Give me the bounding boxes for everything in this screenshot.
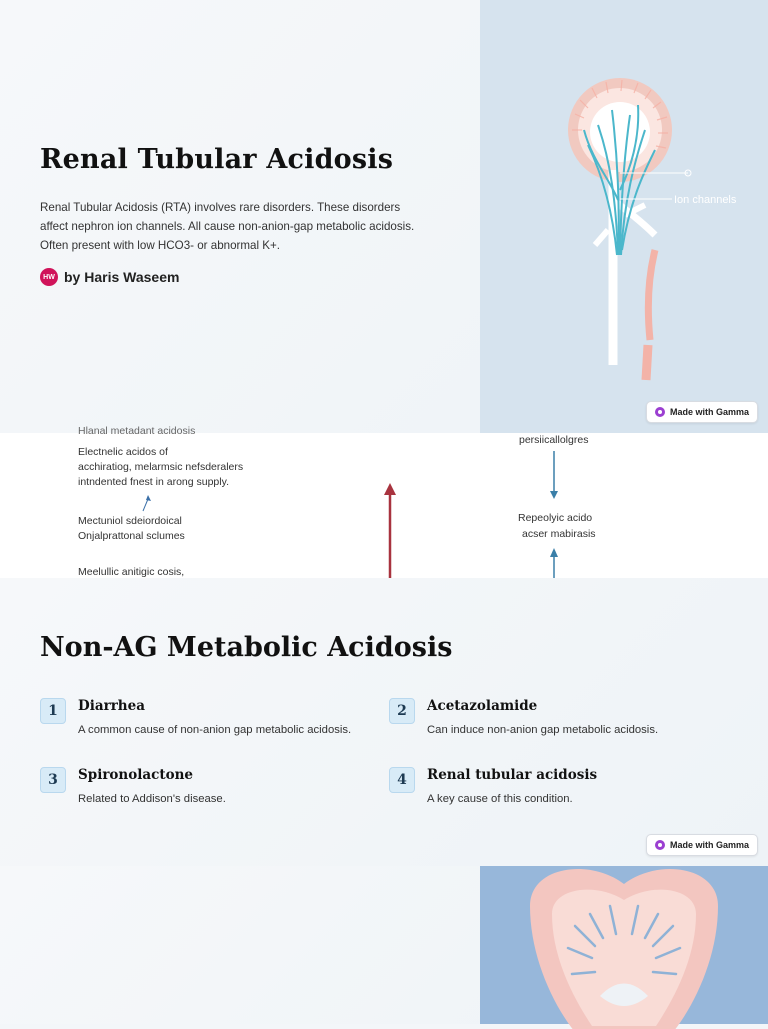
diagram-text: intndented fnest in arong supply. (78, 476, 229, 488)
nephron-illustration (480, 0, 768, 433)
gamma-logo-icon (655, 840, 665, 850)
diagram-text: Meelullic anitigic cosis, (78, 566, 185, 578)
author-name: by Haris Waseem (64, 269, 180, 285)
kidney-cross-section-image (480, 866, 768, 1024)
slide-non-ag-metabolic-acidosis (0, 578, 768, 866)
kidney-illustration (480, 866, 768, 1024)
list-item-heading: Renal tubular acidosis (427, 767, 598, 783)
arrow-down-icon (550, 451, 558, 499)
list-item-heading: Diarrhea (78, 698, 145, 714)
made-with-gamma-button[interactable] (646, 834, 758, 856)
diagram-text: acchiratiog, melarmsic nefsderalers (78, 461, 244, 473)
slide-renal-tubular-acidosis (0, 0, 768, 433)
slide-kidney-image (0, 866, 768, 1024)
list-item-description: Can induce non-anion gap metabolic acidosis. (427, 724, 659, 736)
ion-channels-label: Ion channels (674, 194, 737, 206)
arrow-icon (143, 495, 151, 511)
nephron-diagram-image (480, 0, 768, 433)
gamma-logo-icon (655, 407, 665, 417)
made-with-gamma-button[interactable] (646, 401, 758, 423)
step-number: 2 (389, 698, 415, 724)
diagram-arrows (0, 433, 768, 578)
list-item-description: A key cause of this condition. (427, 793, 573, 805)
list-item-description: A common cause of non-anion gap metabolic acidosis. (78, 724, 352, 736)
slide-title: Non-AG Metabolic Acidosis (40, 632, 453, 663)
slide-body-text: Renal Tubular Acidosis (RTA) involves rare disorders. These disorders affect nephron ion channels. All cause non-anion-gap metabolic acidosis. Often present with low HCO3- or abnormal K+. (40, 201, 415, 252)
step-number: 3 (40, 767, 66, 793)
made-with-gamma-label: Made with Gamma (670, 407, 750, 417)
author-avatar: HW (40, 268, 58, 286)
diagram-text: Electnelic acidos of (78, 446, 168, 458)
diagram-text: Repeolyic acido (518, 512, 593, 524)
diagram-text: persiicallolgres (519, 434, 589, 446)
made-with-gamma-label: Made with Gamma (670, 840, 750, 850)
slide-title: Renal Tubular Acidosis (40, 144, 394, 175)
diagram-text: Hlanal metadant acidosis (78, 425, 196, 437)
list-item-heading: Acetazolamide (427, 698, 538, 714)
diagram-text: acser mabirasis (522, 528, 596, 540)
list-item-heading: Spironolactone (78, 767, 193, 783)
arrow-up-icon (550, 548, 558, 578)
slide-acidosis-diagram (0, 425, 768, 578)
diagram-text: Mectuniol sdeiordoical (78, 515, 182, 527)
list-item-description: Related to Addison's disease. (78, 793, 226, 805)
arrow-up-icon (384, 483, 396, 578)
step-number: 1 (40, 698, 66, 724)
diagram-text: Onjalprattonal sclumes (78, 530, 185, 542)
step-number: 4 (389, 767, 415, 793)
author-line (40, 268, 179, 286)
